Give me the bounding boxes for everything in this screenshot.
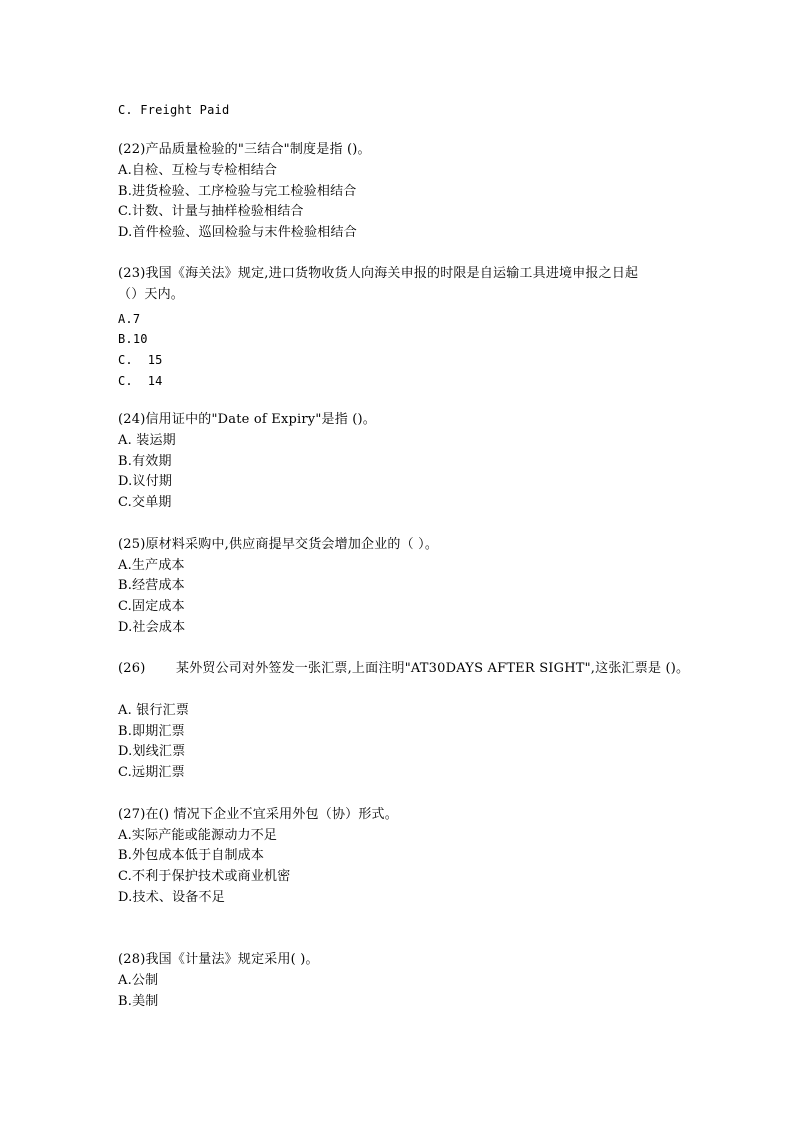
question-23-option-d: C. 14	[118, 374, 163, 388]
question-28-stem: (28)我国《计量法》规定采用( )。	[118, 952, 319, 967]
question-24-option-a: A. 装运期	[118, 433, 176, 448]
question-24-option-c: D.议付期	[118, 474, 173, 489]
question-25-option-d: D.社会成本	[118, 620, 186, 635]
question-26-option-a: A. 银行汇票	[118, 703, 190, 718]
question-27-stem: (27)在() 情况下企业不宜采用外包（协）形式。	[118, 807, 398, 822]
question-22-option-b: B.进货检验、工序检验与完工检验相结合	[118, 184, 357, 199]
question-24-stem: (24)信用证中的"Date of Expiry"是指 ()。	[118, 412, 376, 427]
question-27-option-b: B.外包成本低于自制成本	[118, 848, 265, 863]
question-28-option-a: A.公制	[118, 973, 159, 988]
question-25-option-b: B.经营成本	[118, 578, 185, 593]
question-22-option-c: C.计数、计量与抽样检验相结合	[118, 204, 304, 219]
question-26-option-d: C.远期汇票	[118, 765, 185, 780]
question-25-option-c: C.固定成本	[118, 599, 185, 614]
question-27-option-d: D.技术、设备不足	[118, 890, 225, 905]
question-24-option-d: C.交单期	[118, 495, 172, 510]
question-24-option-b: B.有效期	[118, 454, 172, 469]
question-26-number: (26)	[118, 661, 146, 676]
question-23-option-b: B.10	[118, 332, 148, 346]
question-22-option-a: A.自检、互检与专检相结合	[118, 163, 278, 178]
question-27-option-a: A.实际产能或能源动力不足	[118, 828, 278, 843]
question-23-option-a: A.7	[118, 312, 141, 326]
question-23-stem: (23)我国《海关法》规定,进口货物收货人向海关申报的时限是自运输工具进境申报之日起	[118, 266, 639, 281]
previous-question-option: C. Freight Paid	[118, 103, 230, 117]
question-26-stem-line	[118, 661, 689, 677]
question-22-option-d: D.首件检验、巡回检验与末件检验相结合	[118, 225, 357, 240]
question-28-option-b: B.美制	[118, 994, 159, 1009]
question-25-option-a: A.生产成本	[118, 558, 185, 573]
question-25-stem: (25)原材料采购中,供应商提早交货会增加企业的（ ）。	[118, 537, 439, 552]
question-27-option-c: C.不利于保护技术或商业机密	[118, 869, 291, 884]
question-26-option-c: D.划线汇票	[118, 744, 186, 759]
question-26-stem: 某外贸公司对外签发一张汇票,上面注明"AT30DAYS AFTER SIGHT",这张汇票是 ()。	[176, 661, 690, 676]
question-23-option-c: C. 15	[118, 353, 163, 367]
question-26-option-b: B.即期汇票	[118, 724, 185, 739]
question-22-stem: (22)产品质量检验的"三结合"制度是指 ()。	[118, 142, 371, 157]
question-23-stem-continued: （）天内。	[118, 287, 185, 302]
